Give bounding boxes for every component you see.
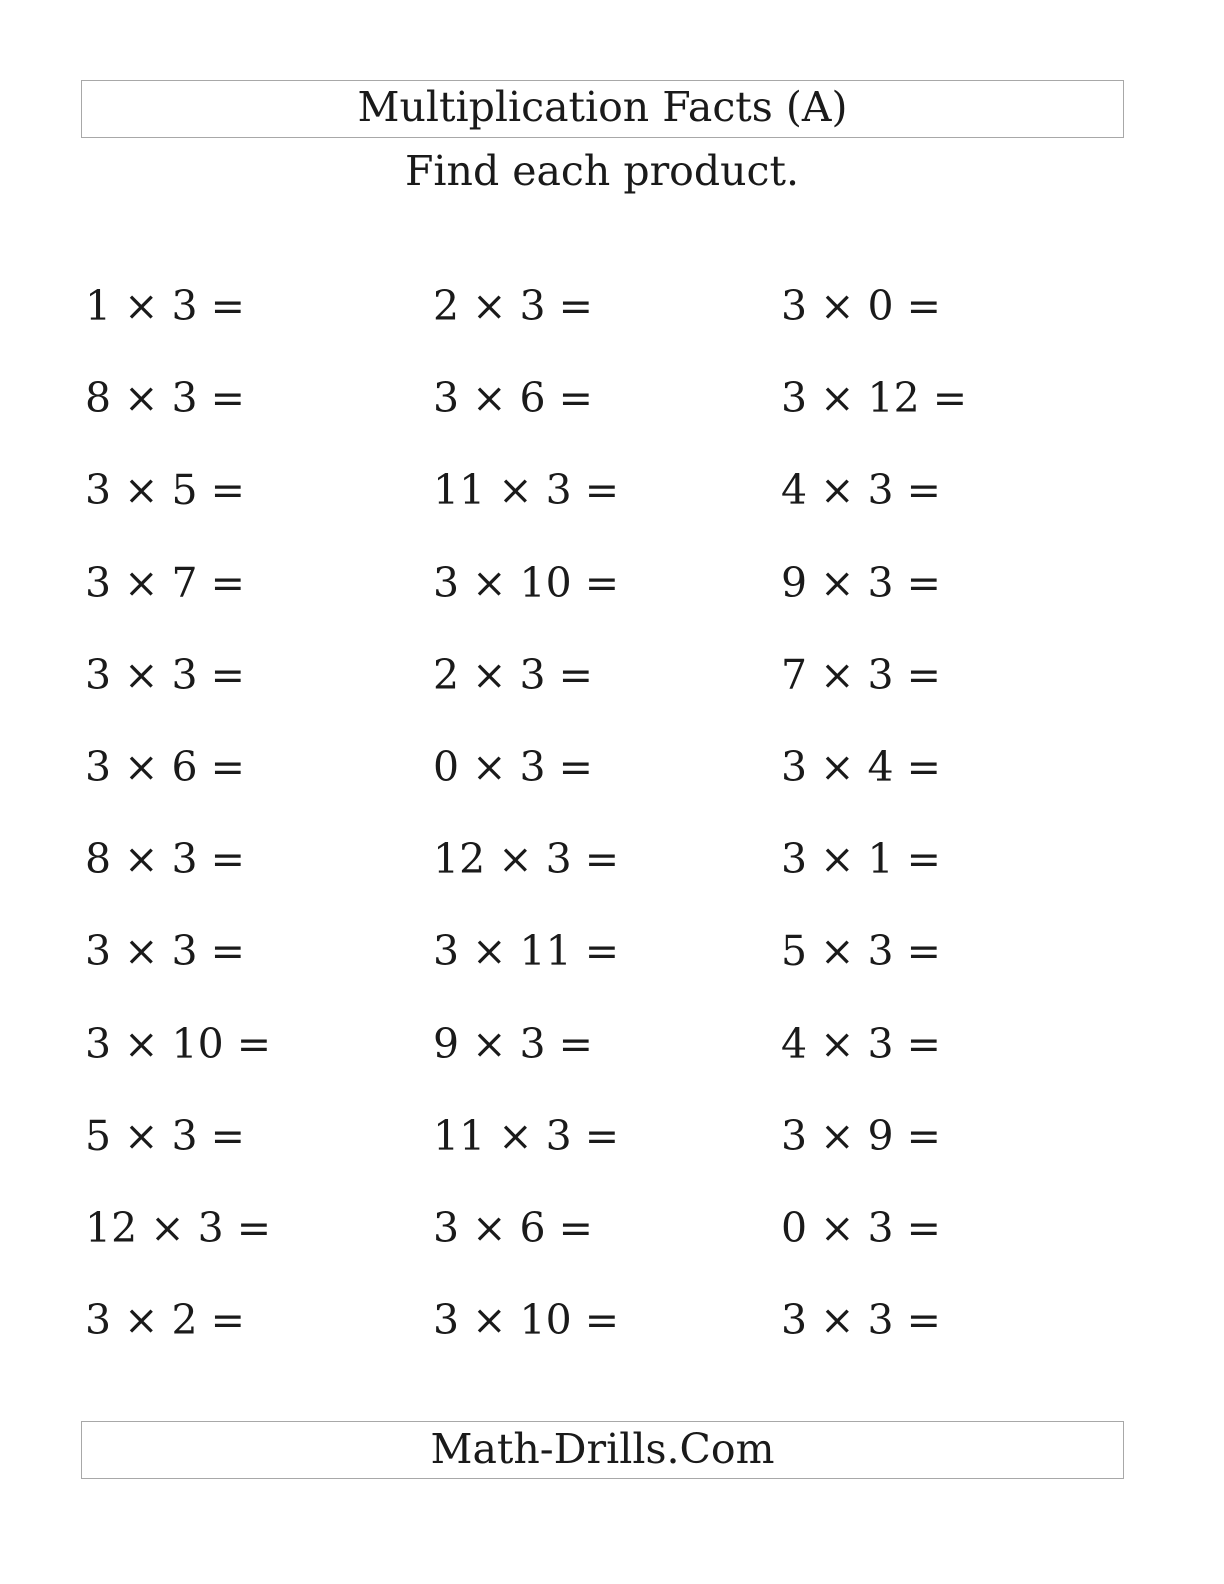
problem: 5 × 3 = (781, 927, 941, 976)
problem: 9 × 3 = (433, 1019, 593, 1068)
problem: 11 × 3 = (433, 1111, 620, 1160)
problem: 0 × 3 = (433, 742, 593, 791)
problem: 3 × 9 = (781, 1111, 941, 1160)
problem: 3 × 6 = (433, 1203, 593, 1252)
problem: 3 × 7 = (85, 558, 245, 607)
problem-row (85, 553, 1145, 645)
problem: 2 × 3 = (433, 650, 593, 699)
problem: 3 × 6 = (433, 374, 593, 423)
problem: 4 × 3 = (781, 466, 941, 515)
footer-box (81, 1421, 1124, 1479)
problem: 3 × 10 = (433, 1296, 620, 1345)
problem-row (85, 368, 1145, 460)
problem-row (85, 460, 1145, 552)
worksheet-title: Multiplication Facts (A) (357, 83, 848, 131)
problem: 3 × 0 = (781, 282, 941, 330)
problem-row (85, 276, 1145, 368)
problem: 1 × 3 = (85, 282, 245, 330)
problem-row (85, 1106, 1145, 1198)
problem: 12 × 3 = (433, 835, 620, 884)
problem: 7 × 3 = (781, 650, 941, 699)
problem-row (85, 829, 1145, 921)
problem: 3 × 4 = (781, 742, 941, 791)
problem: 5 × 3 = (85, 1111, 245, 1160)
problem-row (85, 1198, 1145, 1290)
problem-row (85, 1014, 1145, 1106)
problem: 3 × 3 = (781, 1296, 941, 1345)
problem: 3 × 11 = (433, 927, 620, 976)
problem: 0 × 3 = (781, 1203, 941, 1252)
problem-row (85, 645, 1145, 737)
problem: 4 × 3 = (781, 1019, 941, 1068)
problem: 3 × 2 = (85, 1296, 245, 1345)
problem-row (85, 737, 1145, 829)
problem: 3 × 12 = (781, 374, 968, 423)
problem: 8 × 3 = (85, 835, 245, 884)
problem: 3 × 10 = (433, 558, 620, 607)
problem-grid (85, 276, 1145, 1382)
problem: 9 × 3 = (781, 558, 941, 607)
problem: 3 × 5 = (85, 466, 245, 515)
problem: 12 × 3 = (85, 1203, 272, 1252)
problem: 3 × 3 = (85, 927, 245, 976)
problem: 3 × 10 = (85, 1019, 272, 1068)
title-box (81, 80, 1124, 138)
problem-row (85, 1290, 1145, 1382)
problem: 11 × 3 = (433, 466, 620, 515)
problem: 8 × 3 = (85, 374, 245, 423)
worksheet-instruction: Find each product. (404, 147, 799, 195)
problem-row (85, 921, 1145, 1013)
problem: 3 × 3 = (85, 650, 245, 699)
problem: 2 × 3 = (433, 282, 593, 330)
problem: 3 × 1 = (781, 835, 941, 884)
footer-site: Math-Drills.Com (430, 1425, 775, 1473)
problem: 3 × 6 = (85, 742, 245, 791)
